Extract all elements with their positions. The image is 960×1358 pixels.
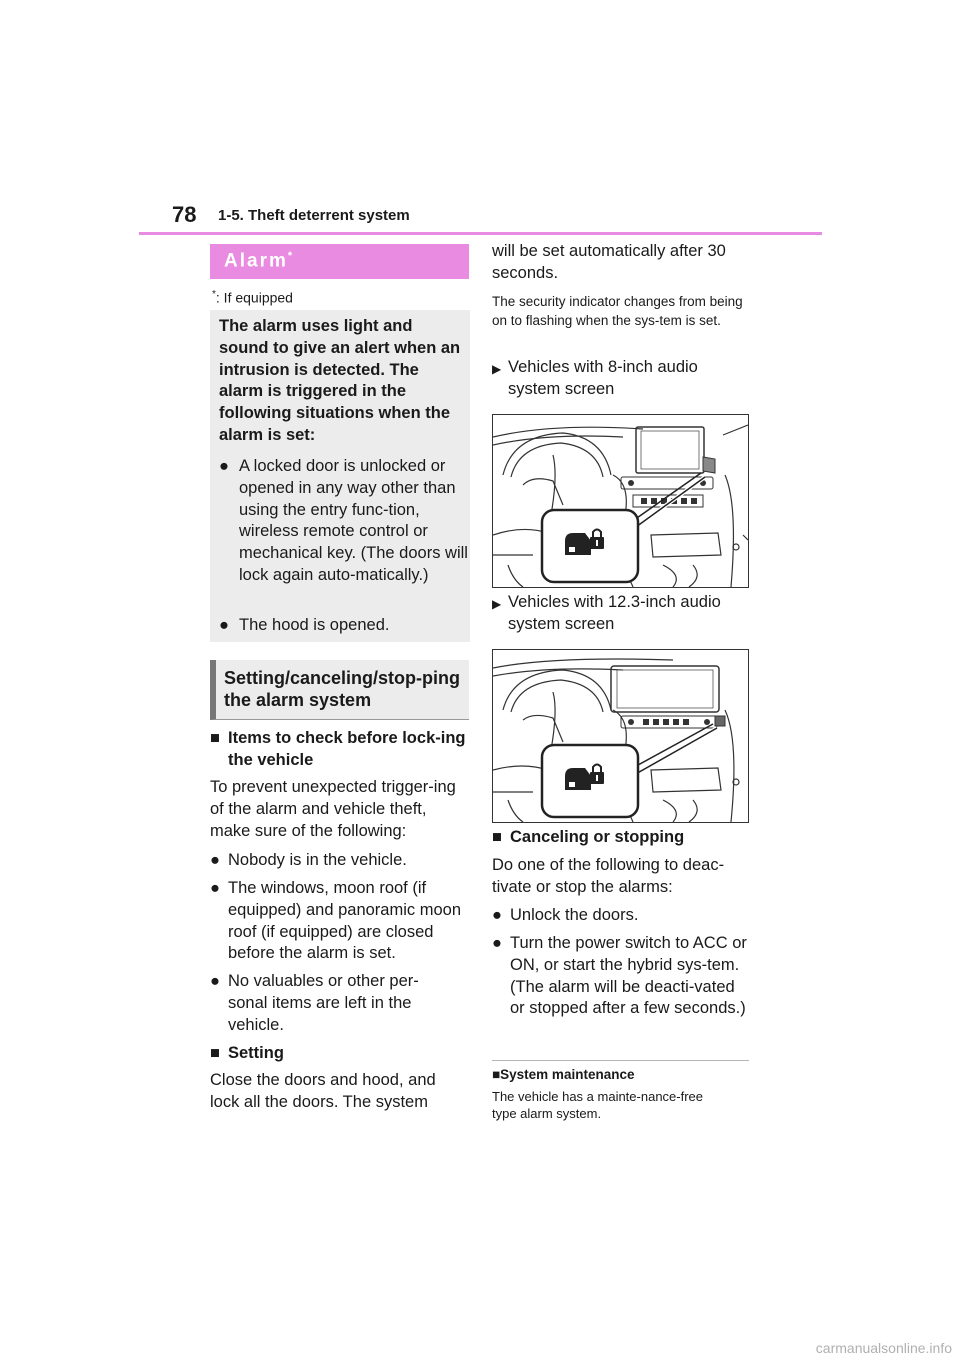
dashboard-illustration-12inch	[492, 649, 749, 823]
maintenance-text: The vehicle has a mainte-nance-free type alarm system.	[492, 1089, 704, 1121]
subheading: Setting/canceling/stop-ping the alarm system	[224, 668, 461, 710]
alarm-title-mark: *	[287, 250, 293, 262]
square-icon: ■	[210, 729, 220, 747]
items-check-bullet: ● No valuables or other per-sonal items are left in the vehicle.	[210, 972, 419, 1034]
footnote: *: If equipped	[212, 289, 293, 306]
items-check-bullet: ● Nobody is in the vehicle.	[210, 850, 470, 872]
subheading-box	[210, 660, 469, 720]
square-icon: ■	[492, 1067, 501, 1082]
canceling-bullet: ● Turn the power switch to ACC or ON, or start the hybrid sys-tem. (The alarm will be deacti-vated or stopped after a few seconds.)	[492, 934, 747, 1018]
header-rule	[139, 232, 822, 235]
setting-text-continued: will be set automatically after 30 seconds.	[492, 242, 726, 282]
watermark: carmanualsonline.info	[815, 1340, 952, 1356]
square-icon: ■	[210, 1044, 220, 1062]
dashboard-illustration	[493, 415, 748, 587]
setting-text: Close the doors and hood, and lock all the doors. The system	[210, 1071, 436, 1111]
square-icon: ■	[492, 828, 502, 846]
canceling-bullet: ● Unlock the doors.	[492, 905, 750, 927]
canceling-heading: ■ Canceling or stopping	[492, 827, 750, 849]
note-divider	[492, 1060, 749, 1061]
items-check-heading: ■ Items to check before lock-ing the vehicle	[210, 729, 466, 769]
figure-caption: ▶ Vehicles with 8-inch audio system screen	[492, 358, 698, 398]
bullet-icon: ●	[210, 972, 220, 990]
alarm-title: Alarm*	[224, 250, 293, 272]
bullet-icon: ●	[219, 616, 229, 634]
dashboard-illustration	[493, 650, 748, 822]
bullet-icon: ●	[210, 879, 220, 897]
dashboard-illustration-8inch	[492, 414, 749, 588]
section-title: 1-5. Theft deterrent system	[218, 207, 410, 224]
arrow-icon: ▶	[492, 597, 502, 611]
maintenance-heading: ■System maintenance	[492, 1067, 635, 1082]
setting-heading: ■ Setting	[210, 1043, 410, 1065]
intro-text: The alarm uses light and sound to give an alert when an intrusion is detected. The alarm is triggered in the following situations when the alarm is set:	[219, 317, 461, 444]
alarm-title-bar	[210, 244, 469, 279]
items-check-text: To prevent unexpected trigger-ing of the alarm and vehicle theft, make sure of the following:	[210, 778, 456, 840]
items-check-bullet: ● The windows, moon roof (if equipped) and panoramic moon roof (if equipped) are closed before the alarm is set.	[210, 879, 461, 963]
intro-box: The alarm uses light and sound to give an alert when an intrusion is detected. The alarm is triggered in the following situations when the alarm is set: ● A locked door is unlocked or opened in any way other than using the entry func-tion, wireless remote control or mechanical key. (The doors will lock again auto-matically.) ● The hood is opened.	[210, 310, 470, 642]
bullet-icon: ●	[492, 934, 502, 952]
canceling-text: Do one of the following to deac-tivate or stop the alarms:	[492, 856, 725, 896]
page-number: 78	[172, 202, 197, 227]
arrow-icon: ▶	[492, 362, 502, 376]
bullet-icon: ●	[210, 851, 220, 869]
bullet-icon: ●	[219, 457, 229, 475]
figure-caption: ▶ Vehicles with 12.3-inch audio system screen	[492, 593, 721, 633]
setting-note: The security indicator changes from being on to flashing when the sys-tem is set.	[492, 294, 743, 328]
bullet-icon: ●	[492, 906, 502, 924]
footnote-mark: *	[212, 289, 216, 300]
